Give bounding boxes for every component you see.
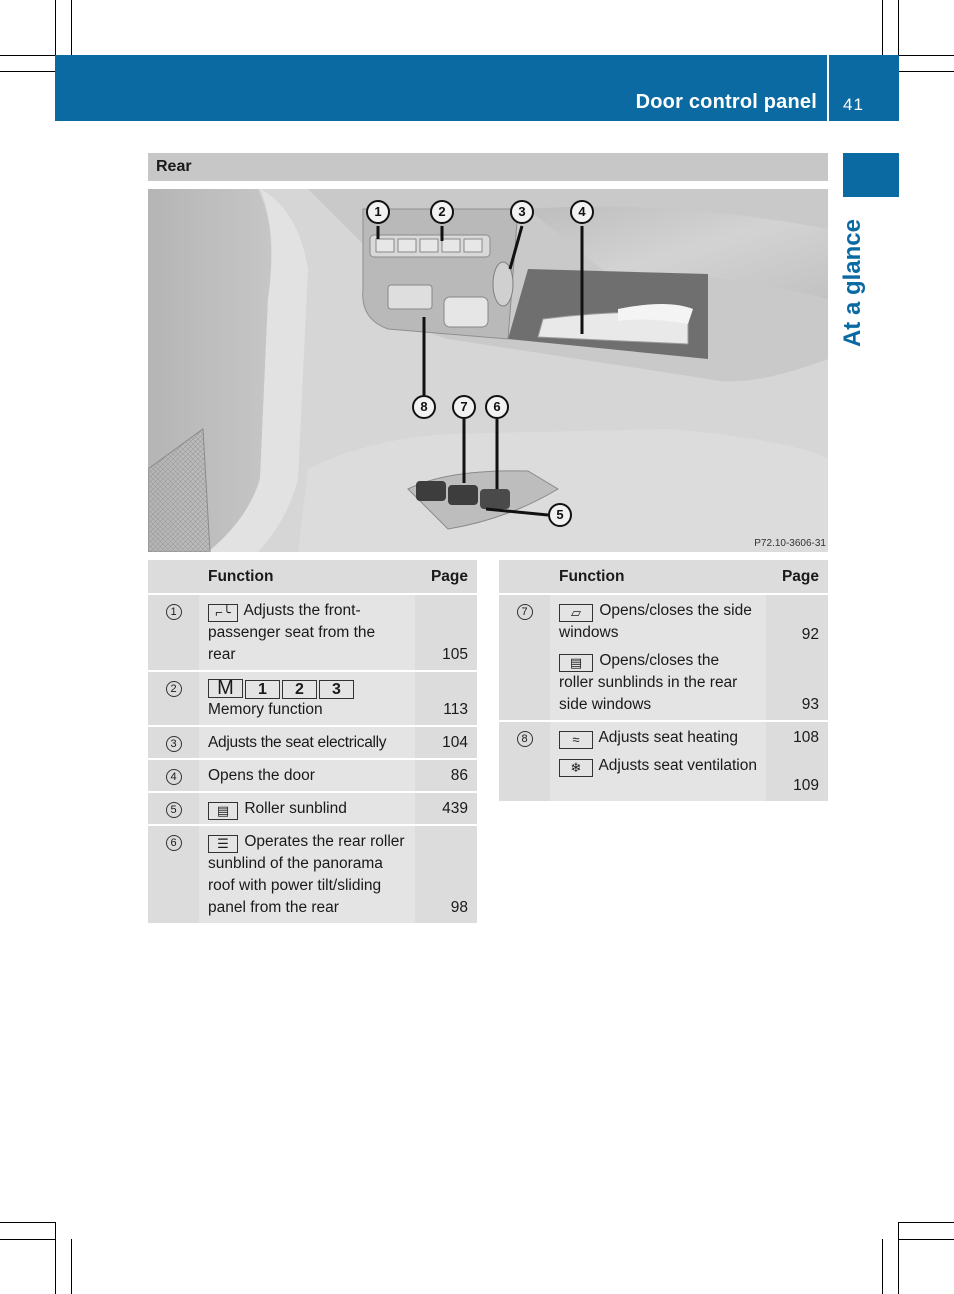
page-reference[interactable]: 98 xyxy=(415,825,477,923)
seat-heating-icon: ≈ xyxy=(559,731,593,749)
column-header-function: Function xyxy=(550,560,766,594)
page-reference[interactable]: 109 xyxy=(793,777,819,794)
crop-mark xyxy=(55,0,56,55)
page-reference[interactable]: 104 xyxy=(415,726,477,759)
crop-mark xyxy=(899,55,954,56)
callout-badge-4: 4 xyxy=(570,200,594,224)
page-reference[interactable]: 113 xyxy=(415,671,477,726)
chapter-tab xyxy=(843,153,899,197)
door-panel-drawing xyxy=(148,189,828,552)
section-heading xyxy=(148,153,828,181)
table-row xyxy=(499,721,828,801)
seat-adjust-icon: ⌐╰ xyxy=(208,604,238,622)
section-title: Rear xyxy=(156,158,192,175)
crop-mark xyxy=(71,1239,72,1294)
column-header-page: Page xyxy=(766,560,828,594)
callout-number: 4 xyxy=(166,769,182,785)
crop-mark xyxy=(0,71,55,72)
function-text: Adjusts the seat electrically xyxy=(208,734,387,751)
crop-mark xyxy=(882,0,883,55)
table-row xyxy=(148,671,477,726)
page-number: 41 xyxy=(843,95,864,114)
callout-number: 3 xyxy=(166,736,182,752)
function-text: Adjusts the front-passenger seat from the rear xyxy=(208,602,376,663)
page-reference[interactable]: 86 xyxy=(415,759,477,792)
roller-sunblind-icon: ▤ xyxy=(208,802,238,820)
crop-mark xyxy=(898,1222,899,1294)
page-reference[interactable]: 439 xyxy=(415,792,477,825)
crop-mark xyxy=(882,1239,883,1294)
figure-code: P72.10-3606-31 xyxy=(754,538,826,549)
chapter-label: At a glance xyxy=(839,218,866,348)
crop-mark xyxy=(899,1239,954,1240)
function-text: Roller sunblind xyxy=(244,800,347,817)
panorama-sunblind-icon: ☰ xyxy=(208,835,238,853)
crop-mark xyxy=(0,1222,55,1223)
callout-badge-6: 6 xyxy=(485,395,509,419)
memory-key-1: 1 xyxy=(245,680,280,699)
callout-number: 1 xyxy=(166,604,182,620)
callout-badge-2: 2 xyxy=(430,200,454,224)
function-text: Operates the rear roller sunblind of the panorama roof with power tilt/sliding panel from the rear xyxy=(208,833,405,916)
callout-number: 5 xyxy=(166,802,182,818)
crop-mark xyxy=(898,0,899,55)
table-row xyxy=(499,594,828,721)
side-window-icon: ▱ xyxy=(559,604,593,622)
rear-window-sunblind-icon: ▤ xyxy=(559,654,593,672)
crop-mark xyxy=(71,0,72,55)
column-header-function: Function xyxy=(199,560,415,594)
header-divider xyxy=(827,55,829,121)
function-table-left xyxy=(148,560,477,923)
callout-number: 8 xyxy=(517,731,533,747)
callout-number: 6 xyxy=(166,835,182,851)
column-header-page: Page xyxy=(415,560,477,594)
function-text: Opens/closes the roller sunblinds in the rear side windows xyxy=(559,652,738,713)
function-text: Opens the door xyxy=(208,767,315,784)
function-table-right xyxy=(499,560,828,801)
page-title: Door control panel xyxy=(635,91,817,113)
memory-key-3: 3 xyxy=(319,680,354,699)
page-reference[interactable]: 92 xyxy=(801,626,819,643)
table-row xyxy=(148,792,477,825)
memory-key-m: M xyxy=(208,679,243,698)
callout-badge-5: 5 xyxy=(548,503,572,527)
memory-key-2: 2 xyxy=(282,680,317,699)
callout-badge-7: 7 xyxy=(452,395,476,419)
page-reference[interactable]: 93 xyxy=(801,696,819,713)
table-row xyxy=(148,594,477,671)
door-panel-illustration xyxy=(148,189,828,552)
callout-number: 7 xyxy=(517,604,533,620)
crop-mark xyxy=(0,55,55,56)
table-row xyxy=(148,726,477,759)
column-header-number xyxy=(499,560,550,594)
page-reference[interactable]: 105 xyxy=(415,594,477,671)
crop-mark xyxy=(0,1239,55,1240)
callout-number: 2 xyxy=(166,681,182,697)
seat-ventilation-icon: ❄ xyxy=(559,759,593,777)
column-header-number xyxy=(148,560,199,594)
function-text: Memory function xyxy=(208,701,323,718)
table-row xyxy=(148,759,477,792)
crop-mark xyxy=(55,1222,56,1294)
page-reference[interactable]: 108 xyxy=(793,729,819,746)
table-row xyxy=(148,825,477,923)
callout-badge-3: 3 xyxy=(510,200,534,224)
callout-badge-1: 1 xyxy=(366,200,390,224)
function-text: Adjusts seat heating xyxy=(598,729,739,746)
function-text: Opens/closes the side windows xyxy=(559,602,752,641)
function-text: Adjusts seat ventilation xyxy=(598,757,757,774)
crop-mark xyxy=(899,1222,954,1223)
callout-badge-8: 8 xyxy=(412,395,436,419)
crop-mark xyxy=(899,71,954,72)
